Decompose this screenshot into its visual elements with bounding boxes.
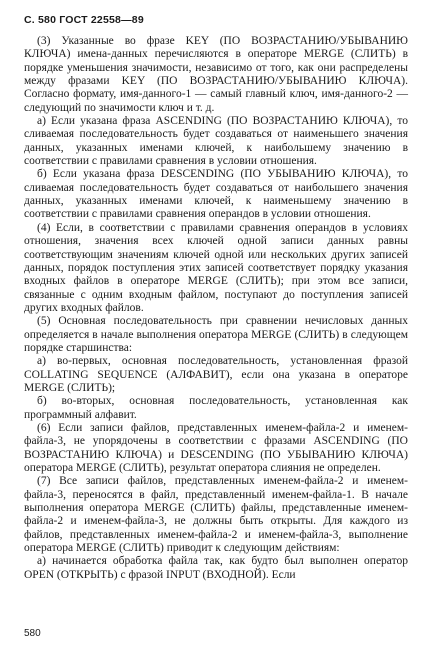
paragraph-collating-second: б) во-вторых, основная последовательность, установленная как программный алфавит. bbox=[24, 395, 408, 421]
document-page bbox=[24, 14, 408, 582]
paragraph-ascending: а) Если указана фраза ASCENDING (ПО ВОЗРАСТАНИЮ КЛЮЧА), то сливаемая последовательность будет создаваться от наименьшего значения данных, указанных именами ключей, к наибольшему значению в соответствии с правилами сравнения в условии отношения. bbox=[24, 115, 408, 168]
paragraph-3-key-order: (3) Указанные во фразе KEY (ПО ВОЗРАСТАНИЮ/УБЫВАНИЮ КЛЮЧА) имена-данных перечисляются в операторе MERGE (СЛИТЬ) в порядке уменьшения значимости, независимо от того, как они распределены между фразами KEY (ПО ВОЗРАСТАНИЮ/УБЫВАНИЮ КЛЮЧА). Согласно формату, имя-данного-1 — самый главный ключ, имя-данного-2 — следующий по значимости ключ и т. д. bbox=[24, 35, 408, 114]
paragraph-descending: б) Если указана фраза DESCENDING (ПО УБЫВАНИЮ КЛЮЧА), то сливаемая последовательность будет создаваться от наибольшего значения данных, указанных именами ключей, к наименьшему значению в соответствии с правилами сравнения операндов в условии отношения. bbox=[24, 168, 408, 221]
page-number: 580 bbox=[24, 628, 41, 639]
paragraph-7-transfer: (7) Все записи файлов, представленных именем-файла-2 и именем-файла-3, переносятся в файл, представленный именем-файла-1. В начале выполнения оператора MERGE (СЛИТЬ) файлы, представленные именем-файла-2 и именем-файла-3, не должны быть открыты. Для каждого из файлов, представленных именем-файла-2 и именем-файла-3, выполнение оператора MERGE (СЛИТЬ) приводит к следующим действиям: bbox=[24, 475, 408, 555]
paragraph-open-input: а) начинается обработка файла так, как будто был выполнен оператор OPEN (ОТКРЫТЬ) с фразой INPUT (ВХОДНОЙ). Если bbox=[24, 555, 408, 581]
paragraph-6-unordered: (6) Если записи файлов, представленных именем-файла-2 и именем-файла-3, не упорядочены в соответствии с фразами ASCENDING (ПО ВОЗРАСТАНИЮ КЛЮЧА) и DESCENDING (ПО УБЫВАНИЮ КЛЮЧА) оператора MERGE (СЛИТЬ), результат оператора слияния не определен. bbox=[24, 421, 408, 474]
paragraph-collating-first: а) во-первых, основная последовательность, установленная фразой COLLATING SEQUENCE (АЛФАВИТ), если она указана в операторе MERGE (СЛИТЬ); bbox=[24, 355, 408, 394]
paragraph-5-collating: (5) Основная последовательность при сравнении нечисловых данных определяется в начале выполнения оператора MERGE (СЛИТЬ) в следующем порядке старшинства: bbox=[24, 315, 408, 354]
paragraph-4-equal-keys: (4) Если, в соответствии с правилами сравнения операндов в условиях отношения, значения всех ключей одной записи данных равны соответствующим значениям ключей одной или нескольких других записей данных, порядок поступления этих записей соответствует порядку указания входных файлов в операторе MERGE (СЛИТЬ); при этом все записи, связанные с одним входным файлом, поступают до поступления записей других входных файлов. bbox=[24, 221, 408, 314]
running-header: С. 580 ГОСТ 22558—89 bbox=[24, 14, 144, 26]
